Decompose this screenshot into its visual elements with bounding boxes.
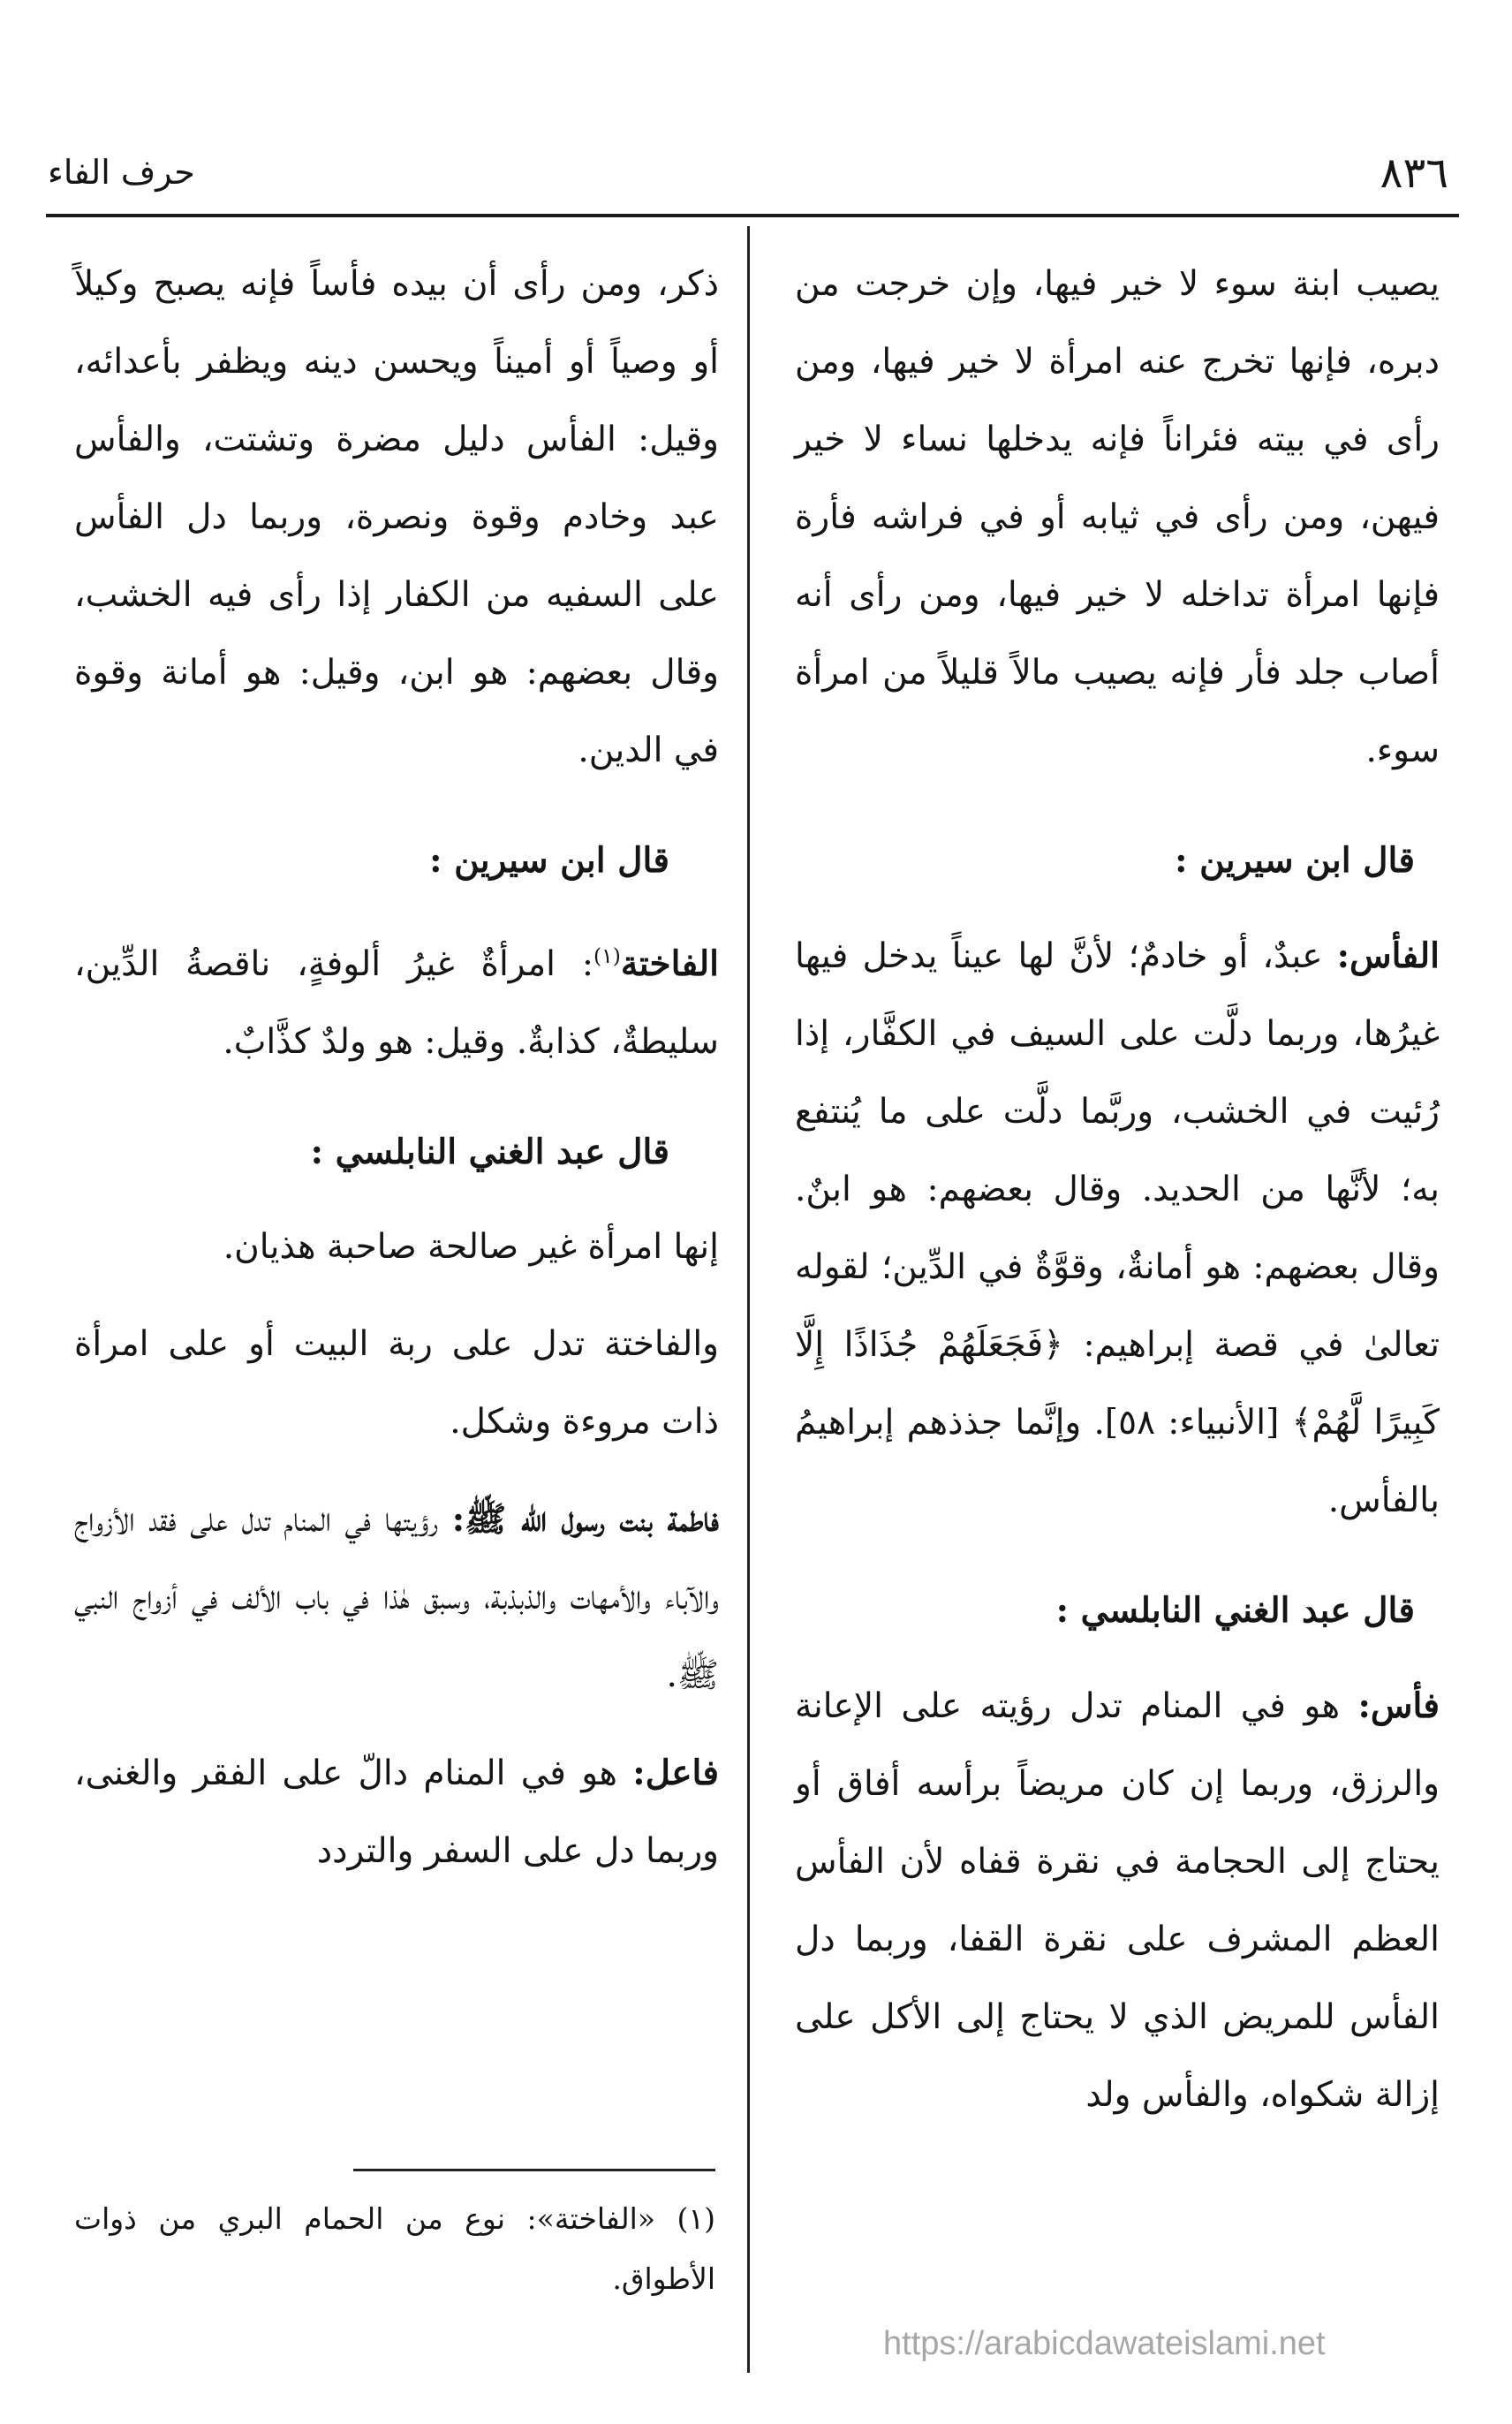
right-entry-fas bbox=[795, 1667, 1440, 2134]
header-rule bbox=[46, 214, 1459, 217]
entry-text: عبدٌ، أو خادمٌ؛ لأنَّ لها عيناً يدخل فيها غيرُها، وربما دلَّت على السيف في الكفَّار، إذا رُئيت في الخشب، وربَّما دلَّت على ما يُنتفع به؛ لأنَّها من الحديد. وقال بعضهم: هو ابنٌ. وقال بعضهم: هو أمانةٌ، وقوَّةٌ في الدِّين؛ لقوله تعالىٰ في قصة إبراهيم: ﴿فَجَعَلَهُمْ جُذَاذًا إِلَّا كَبِيرًا لَّهُمْ﴾ [الأنبياء: ٥٨]. وإنَّما جذذهم إبراهيمُ بالفأس. bbox=[795, 936, 1440, 1520]
right-heading-nabulsi: قال عبد الغني النابلسي : bbox=[1055, 1590, 1415, 1631]
footnote-rule bbox=[353, 2169, 715, 2171]
page-number: ٨٣٦ bbox=[1380, 148, 1448, 198]
entry-term: الفاختة bbox=[620, 943, 719, 984]
left-entry-nabulsi-2: والفاختة تدل على ربة البيت أو على امرأة ذات مروءة وشكل. bbox=[74, 1324, 719, 1442]
left-heading-nabulsi: قال عبد الغني النابلسي : bbox=[310, 1132, 669, 1172]
left-entry-fatima bbox=[74, 1481, 719, 1715]
left-column bbox=[74, 246, 719, 1890]
entry-term: فأس: bbox=[1357, 1685, 1440, 1726]
entry-text: هو في المنام تدل رؤيته على الإعانة والرزق، وربما إن كان مريضاً برأسه أفاق أو يحتاج إلى الحجامة في نقرة قفاه لأن الفأس العظم المشرف على نقرة القفا، وربما دل الفأس للمريض الذي لا يحتاج إلى الأكل على إزالة شكواه، والفأس ولد bbox=[795, 1686, 1440, 2115]
column-divider bbox=[747, 226, 750, 2373]
left-entry-nabulsi-1: إنها امرأة غير صالحة صاحبة هذيان. bbox=[223, 1227, 719, 1267]
left-entry-fa3il bbox=[74, 1734, 719, 1890]
left-heading-ibn-sirin: قال ابن سيرين : bbox=[429, 840, 669, 881]
entry-text: رؤيتها في المنام تدل على فقد الأزواج والآباء والأمهات والذبذبة، وسبق هٰذا في باب الألف في أزواج النبي ﷺ. bbox=[74, 1500, 719, 1695]
running-title: حرف الفاء bbox=[48, 153, 195, 192]
footnote bbox=[74, 2189, 715, 2309]
right-heading-ibn-sirin: قال ابن سيرين : bbox=[1175, 840, 1415, 881]
left-intro: ذكر، ومن رأى أن بيده فأساً فإنه يصبح وكيلاً أو وصياً أو أميناً ويحسن دينه ويظفر بأعدائه، وقيل: الفأس دليل مضرة وتشتت، والفأس عبد وخادم وقوة ونصرة، وربما دل الفأس على السفيه من الكفار إذا رأى فيه الخشب، وقال بعضهم: هو ابن، وقيل: هو أمانة وقوة في الدين. bbox=[74, 264, 719, 770]
entry-term: فاعل: bbox=[632, 1753, 719, 1793]
entry-term: فاطمة بنت رسول الله ﷺ: bbox=[451, 1499, 720, 1540]
left-entry-fakhita bbox=[74, 917, 719, 1081]
entry-text: هو في المنام دالّ على الفقر والغنى، وربما دل على السفر والتردد bbox=[74, 1754, 719, 1871]
entry-text: : امرأةٌ غيرُ ألوفةٍ، ناقصةُ الدِّين، سليطةٌ، كذابةٌ. وقيل: هو ولدٌ كذَّابٌ. bbox=[74, 944, 719, 1062]
footnote-text: (١) «الفاختة»: نوع من الحمام البري من ذوات الأطواق. bbox=[74, 2201, 715, 2296]
right-column bbox=[795, 246, 1440, 2134]
entry-term: الفأس: bbox=[1336, 936, 1440, 976]
footnote-ref: (١) bbox=[593, 943, 621, 968]
right-intro: يصيب ابنة سوء لا خير فيها، وإن خرجت من دبره، فإنها تخرج عنه امرأة لا خير فيها، ومن رأى في بيته فئراناً فإنه يدخلها نساء لا خير فيهن، ومن رأى في ثيابه أو في فراشه فأرة فإنها امرأة تداخله لا خير فيها، ومن رأى أنه أصاب جلد فأر فإنه يصيب مالاً قليلاً من امرأة سوء. bbox=[795, 264, 1440, 770]
watermark-url: https://arabicdawateislami.net bbox=[883, 2325, 1326, 2362]
right-entry-al-fas bbox=[795, 917, 1440, 1540]
